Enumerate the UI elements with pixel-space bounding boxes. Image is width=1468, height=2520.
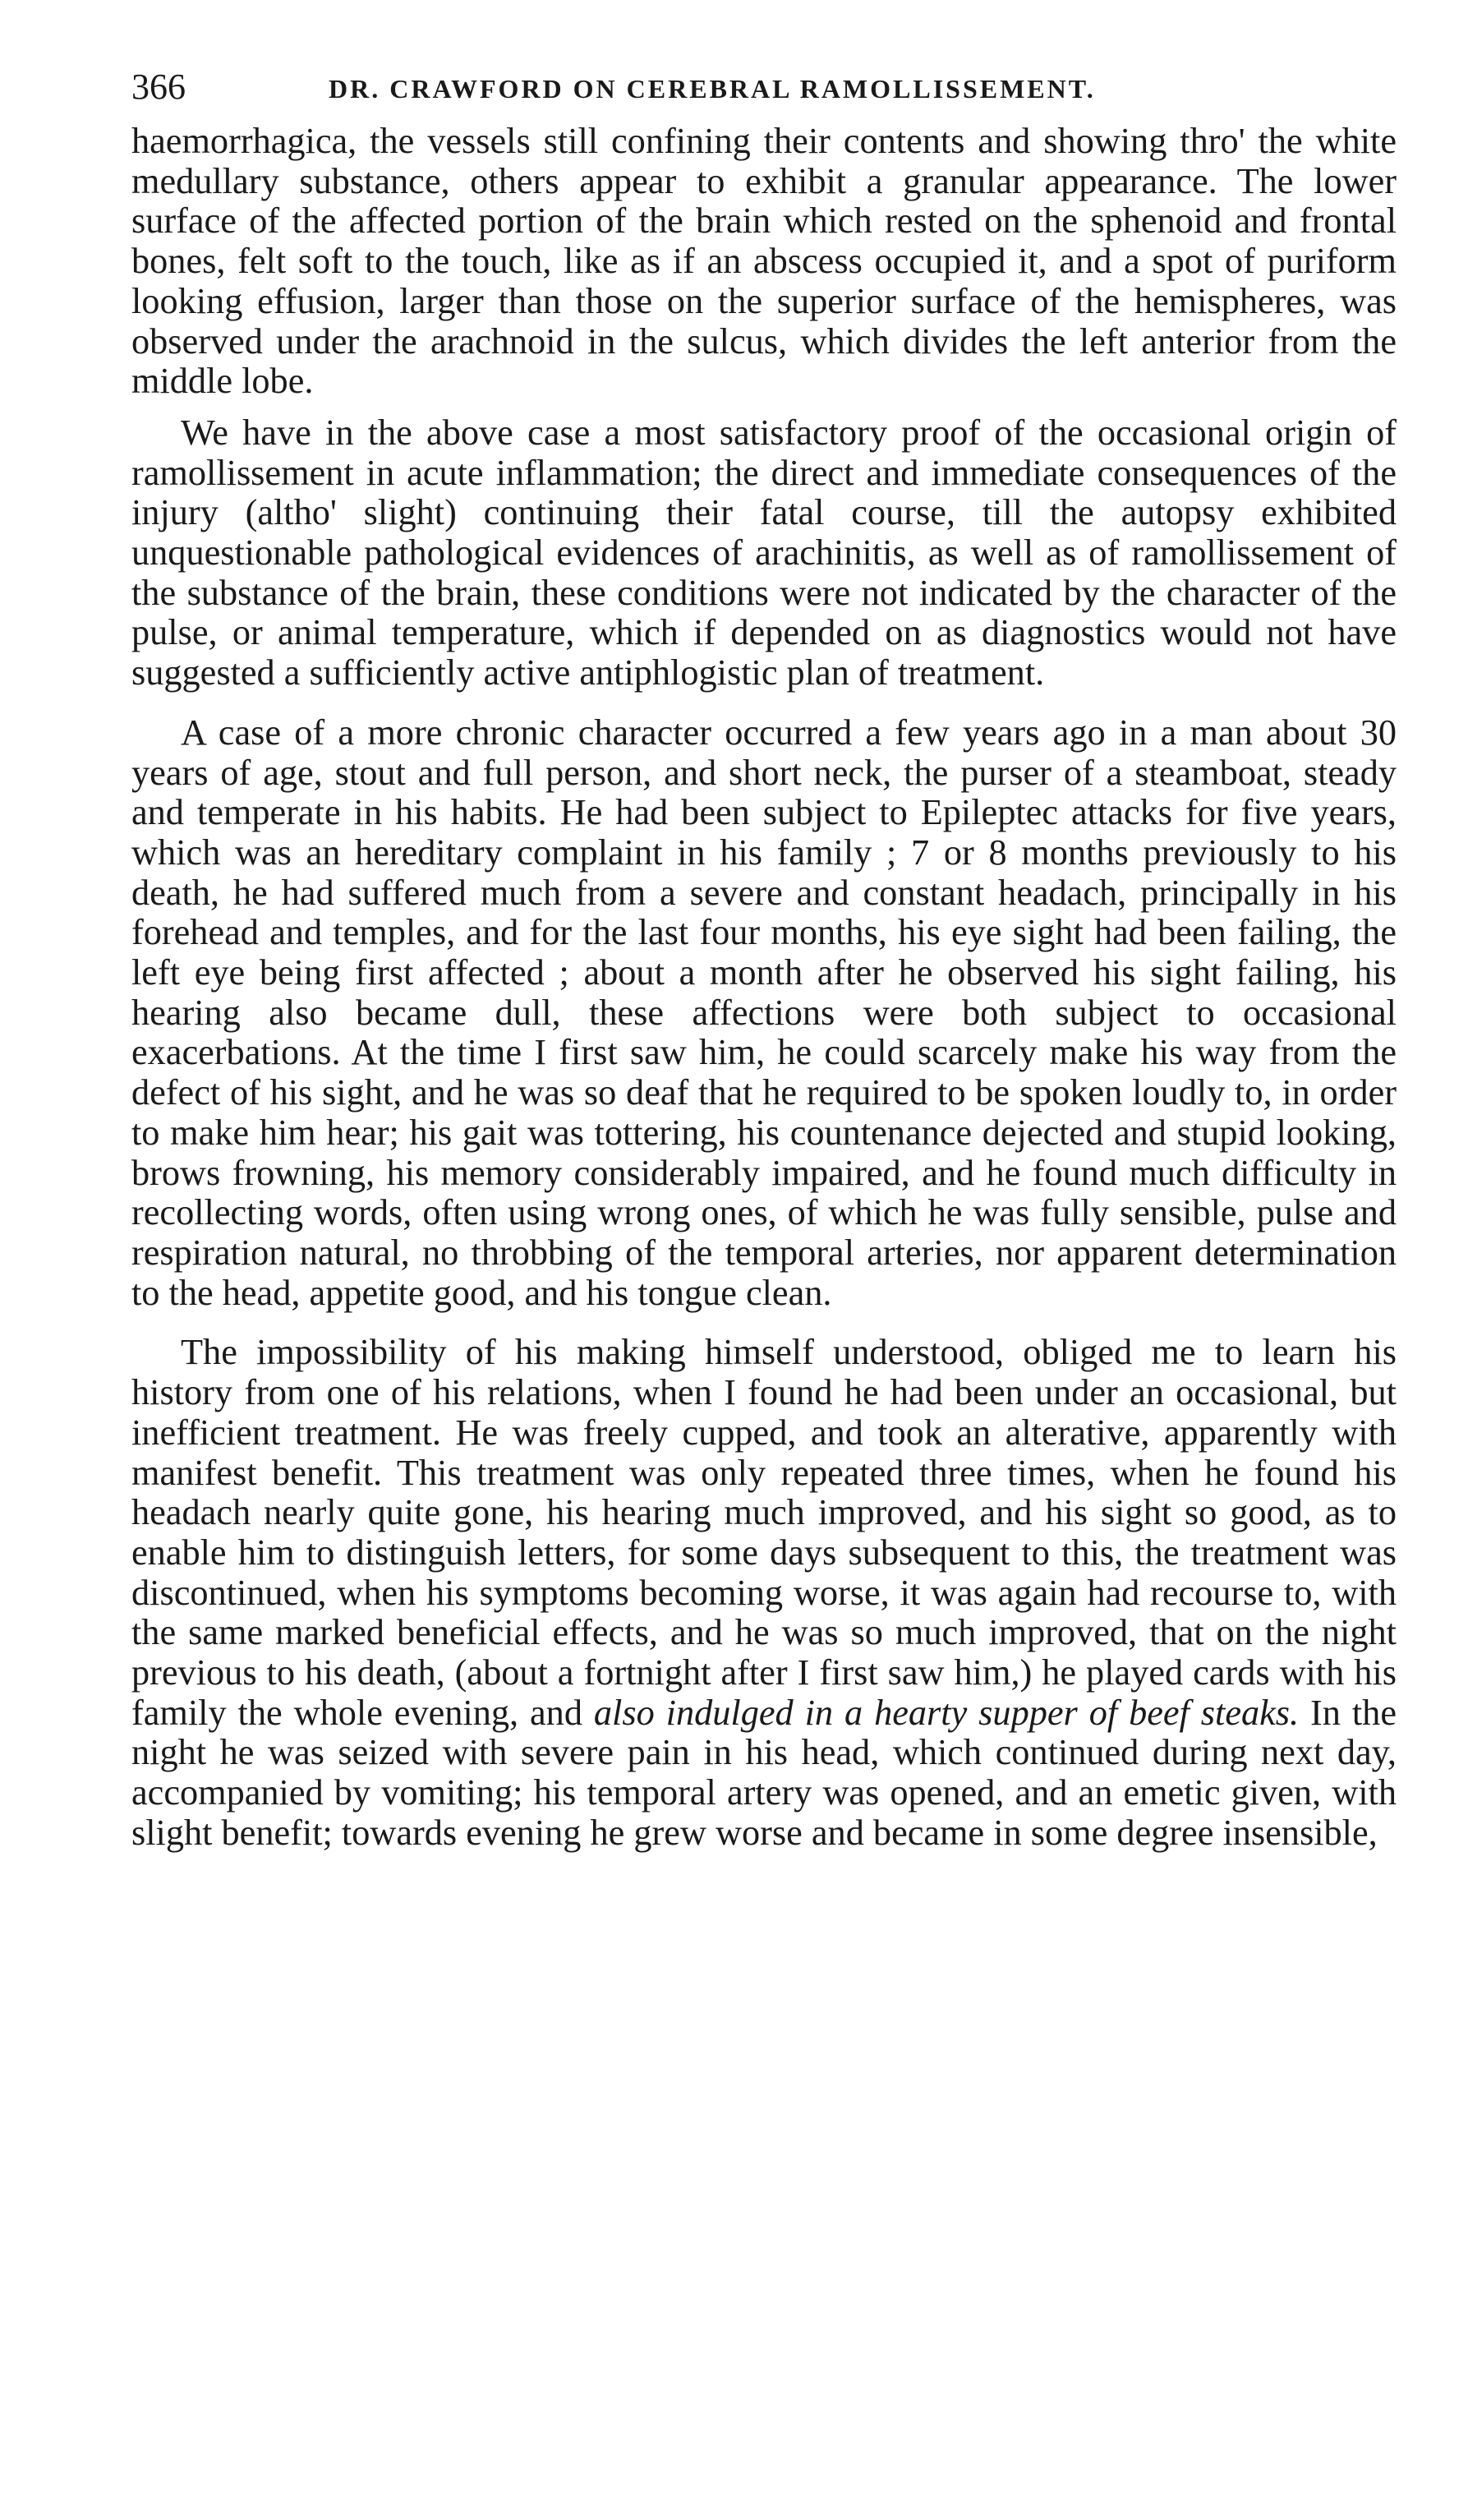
paragraph-text-before-italic: The impossibility of his making himself understood, obliged me to learn his history from one of his relations, when I found he had been under an occasional, but inefficient treatment. He was freely cupped, and took an alterative, apparently with manifest benefit. This treatment was only repeated three times, when he found his headach nearly quite gone, his hearing much improved, and his sight so good, as to enable him to distinguish letters, for some days subsequent to this, the treatment was discontinued, when his symptoms becoming worse, it was again had recourse to, with the same marked beneficial effects, and he was so much improved, that on the night previous to his death, (about a fortnight after I first saw him,) he played cards with his family the whole evening, and: [131, 1332, 1397, 1733]
paragraph-text-after-italic: In the night he was seized with severe pain in his head, which continued during next day, accompanied by vomiting; his temporal artery was opened, and an emetic given, with slight benefit; towards evening he grew worse and became in some degree insensible,: [131, 1692, 1397, 1853]
running-title: DR. CRAWFORD ON CEREBRAL RAMOLLISSEMENT.: [329, 74, 1096, 104]
italic-phrase: also indulged in a hearty supper of beef steaks.: [593, 1692, 1300, 1733]
page-number: 366: [131, 67, 186, 107]
page-header: [131, 64, 1397, 113]
paragraph-treatment-history: [131, 1333, 1397, 1853]
paragraph-continued-autopsy: haemorrhagica, the vessels still confining their contents and showing thro' the white medullary substance, others appear to exhibit a granular appearance. The lower surface of the affected portion of the brain which rested on the sphenoid and frontal bones, felt soft to the touch, like as if an abscess occupied it, and a spot of puriform looking effusion, larger than those on the superior surface of the hemispheres, was observed under the arachnoid in the sulcus, which divides the left anterior from the middle lobe.: [131, 121, 1397, 402]
article-body: [131, 122, 1397, 1854]
paragraph-case-proof: We have in the above case a most satisfactory proof of the occasional origin of ramollissement in acute inflammation; the direct and immediate consequences of the injury (altho' slight) continuing their fatal course, till the autopsy exhibited unquestionable pathological evidences of arachinitis, as well as of ramollissement of the substance of the brain, these conditions were not indicated by the character of the pulse, or animal temperature, which if depended on as diagnostics would not have suggested a sufficiently active antiphlogistic plan of treatment.: [131, 412, 1397, 693]
paragraph-chronic-case: A case of a more chronic character occurred a few years ago in a man about 30 years of age, stout and full person, and short neck, the purser of a steamboat, steady and temperate in his habits. He had been subject to Epileptec attacks for five years, which was an hereditary complaint in his family ; 7 or 8 months previously to his death, he had suffered much from a severe and constant headach, principally in his forehead and temples, and for the last four months, his eye sight had been failing, the left eye being first affected ; about a month after he observed his sight failing, his hearing also became dull, these affections were both subject to occasional exacerbations. At the time I first saw him, he could scarcely make his way from the defect of his sight, and he was so deaf that he required to be spoken loudly to, in order to make him hear; his gait was tottering, his countenance dejected and stupid looking, brows frowning, his memory considerably impaired, and he found much difficulty in recollecting words, often using wrong ones, of which he was fully sensible, pulse and respiration natural, no throbbing of the temporal arteries, nor apparent determination to the head, appetite good, and his tongue clean.: [131, 712, 1397, 1313]
